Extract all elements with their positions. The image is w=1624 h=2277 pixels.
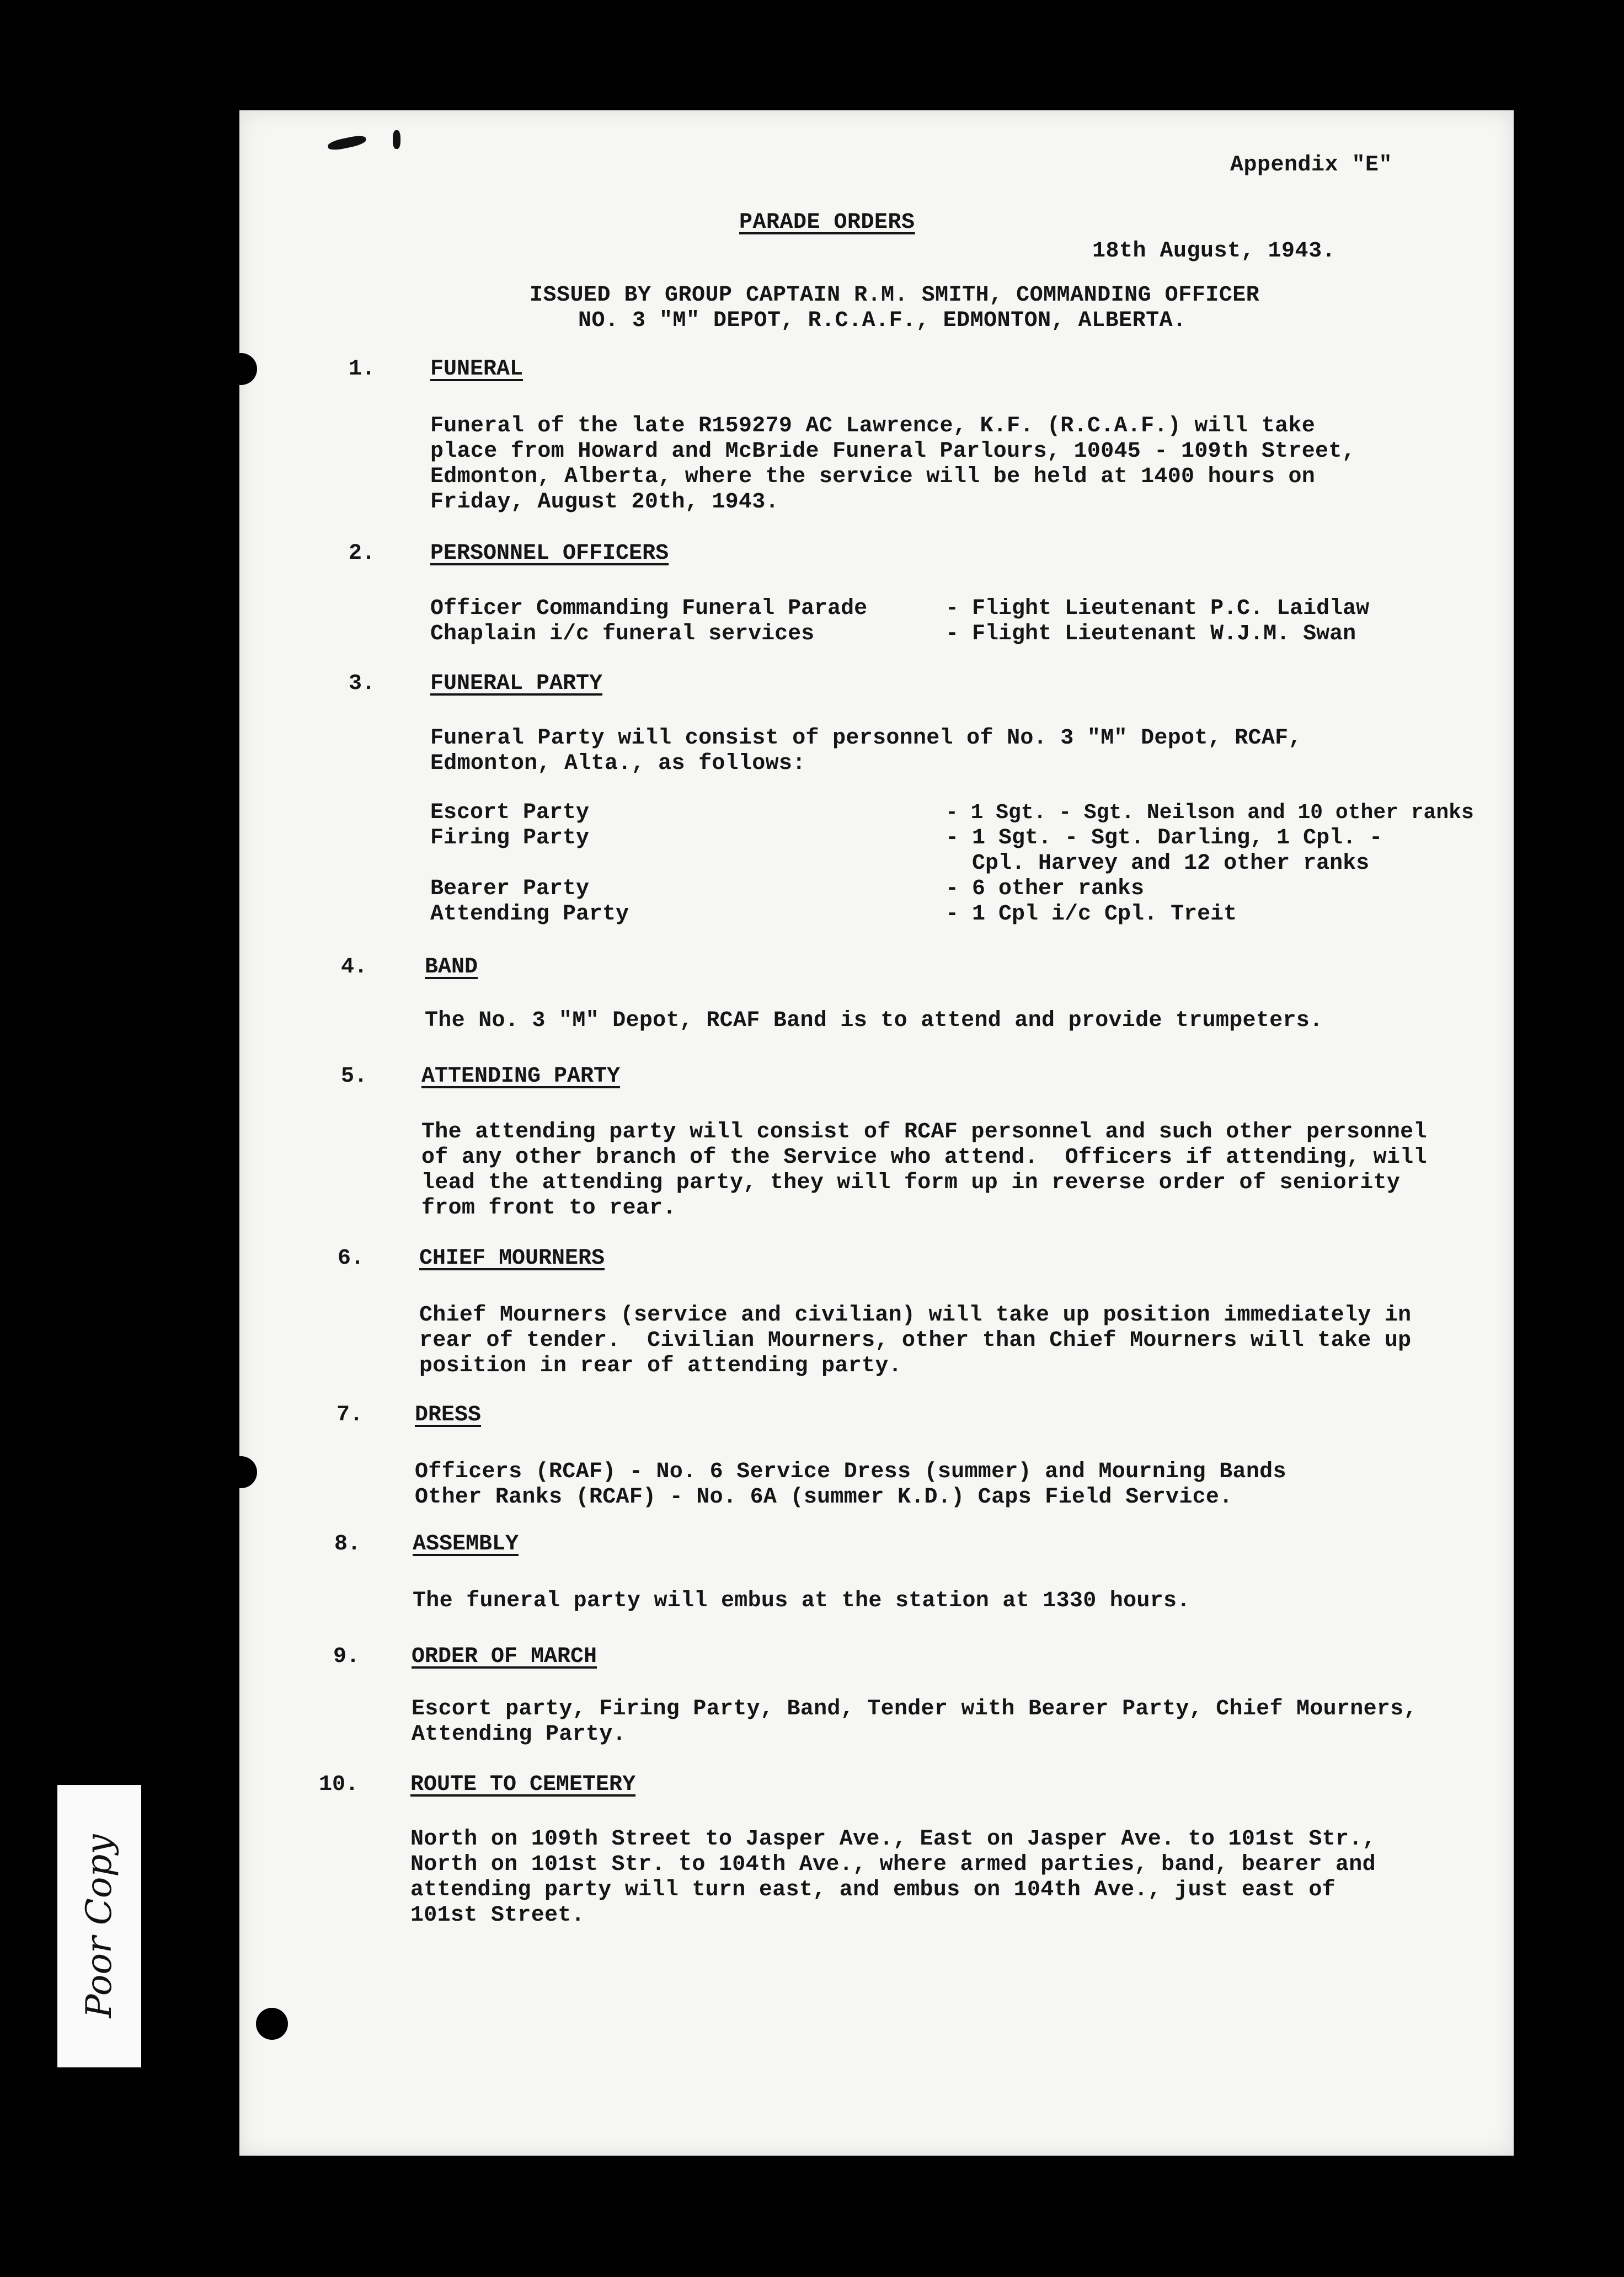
section-number: 8. (334, 1532, 361, 1557)
section-number: 5. (340, 1064, 367, 1089)
section-number: 3. (348, 671, 375, 696)
party-detail: Cpl. Harvey and 12 other ranks (945, 851, 1370, 876)
party-role: Attending Party (430, 902, 629, 927)
section-number: 10. (318, 1772, 359, 1797)
officer-name: - Flight Lieutenant P.C. Laidlaw (945, 596, 1370, 621)
officer-name: - Flight Lieutenant W.J.M. Swan (945, 622, 1356, 646)
party-role: Escort Party (430, 800, 590, 825)
party-detail: - 6 other ranks (945, 876, 1145, 901)
section-number: 6. (337, 1246, 364, 1271)
punch-hole-top (225, 353, 257, 385)
section-heading: BAND (425, 955, 478, 980)
poor-copy-label (57, 1785, 141, 2067)
party-role: Firing Party (430, 826, 590, 851)
party-detail: - 1 Cpl i/c Cpl. Treit (945, 902, 1237, 927)
section-body: North on 109th Street to Jasper Ave., East on Jasper Ave. to 101st Str., North on 101st Str. to 104th Ave., where armed parties, band, bearer and attending party will turn east, and embus on 104th Ave., just east of 101st Street. (410, 1827, 1376, 1928)
party-role: Bearer Party (430, 876, 590, 901)
section-heading: ORDER OF MARCH (412, 1644, 597, 1669)
document-date: 18th August, 1943. (1092, 239, 1336, 264)
section-body: The No. 3 "M" Depot, RCAF Band is to attend and provide trumpeters. (425, 1008, 1323, 1033)
section-number: 7. (336, 1403, 363, 1428)
section-heading: ASSEMBLY (413, 1532, 519, 1557)
section-number: 4. (340, 955, 367, 980)
section-body: Funeral of the late R159279 AC Lawrence, K.F. (R.C.A.F.) will take place from Howard and McBride Funeral Parlours, 10045 - 109th Street, Edmonton, Alberta, where the service will be held at 1400 hours on Friday, August 20th, 1943. (430, 414, 1355, 515)
document-title: PARADE ORDERS (739, 210, 915, 235)
section-number: 2. (348, 541, 375, 566)
section-body: Officers (RCAF) - No. 6 Service Dress (summer) and Mourning Bands Other Ranks (RCAF) - No. 6A (summer K.D.) Caps Field Service. (415, 1460, 1286, 1510)
ink-smudge (327, 134, 367, 152)
section-body: The attending party will consist of RCAF personnel and such other personnel of any other branch of the Service who attend. Officers if attending, will lead the attending party, they will form up in reverse order of seniority from front to rear. (421, 1120, 1427, 1221)
section-number: 9. (333, 1644, 360, 1669)
section-body: The funeral party will embus at the station at 1330 hours. (413, 1589, 1190, 1613)
section-heading: DRESS (415, 1403, 482, 1428)
document-page (239, 110, 1514, 2156)
section-heading: CHIEF MOURNERS (419, 1246, 605, 1271)
party-detail: - 1 Sgt. - Sgt. Neilson and 10 other ranks (945, 801, 1474, 825)
punch-hole-bottom (256, 2008, 288, 2040)
officer-role: Officer Commanding Funeral Parade (430, 596, 868, 621)
ink-smudge (393, 130, 400, 149)
punch-hole-middle (225, 1456, 257, 1488)
poor-copy-text: Poor Copy (79, 1834, 120, 2018)
section-body: Escort party, Firing Party, Band, Tender with Bearer Party, Chief Mourners, Attending Party. (412, 1697, 1417, 1747)
section-heading: ROUTE TO CEMETERY (410, 1772, 636, 1797)
section-number: 1. (348, 357, 375, 382)
section-heading: FUNERAL PARTY (430, 671, 603, 696)
section-heading: PERSONNEL OFFICERS (430, 541, 669, 566)
party-detail: - 1 Sgt. - Sgt. Darling, 1 Cpl. - (945, 826, 1383, 851)
section-heading: ATTENDING PARTY (421, 1064, 621, 1089)
issued-by-line-1: ISSUED BY GROUP CAPTAIN R.M. SMITH, COMMANDING OFFICER (530, 283, 1260, 308)
appendix-label: Appendix "E" (1230, 153, 1393, 178)
section-body: Chief Mourners (service and civilian) will take up position immediately in rear of tender. Civilian Mourners, other than Chief Mourners will take up position in rear of attending party. (419, 1303, 1412, 1378)
section-heading: FUNERAL (430, 357, 523, 382)
issued-by-line-2: NO. 3 "M" DEPOT, R.C.A.F., EDMONTON, ALBERTA. (578, 308, 1187, 333)
officer-role: Chaplain i/c funeral services (430, 622, 815, 646)
section-body: Funeral Party will consist of personnel of No. 3 "M" Depot, RCAF, Edmonton, Alta., as follows: (430, 726, 1302, 776)
